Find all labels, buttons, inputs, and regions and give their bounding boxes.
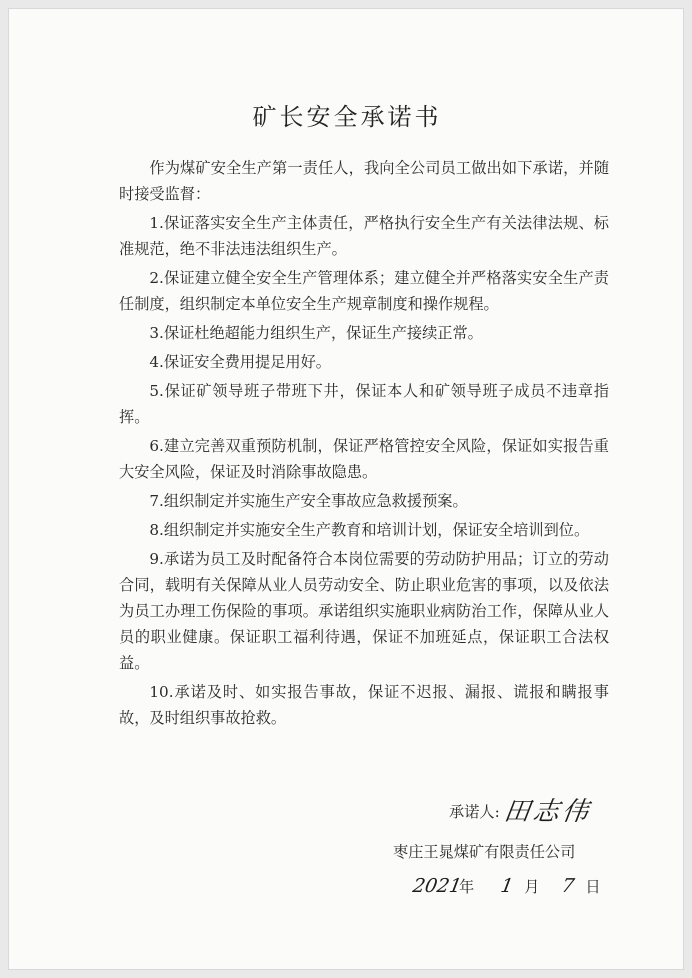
paragraph-item-5: 5.保证矿领导班子带班下井，保证本人和矿领导班子成员不违章指挥。 [119, 382, 609, 426]
paragraph-item-4: 4.保证安全费用提足用好。 [149, 353, 331, 371]
paragraph-item-1: 1.保证落实安全生产主体责任，严格执行安全生产有关法律法规、标准规范，绝不非法违法组织生产。 [119, 214, 609, 258]
company-name: 枣庄王晁煤矿有限责任公司 [393, 843, 576, 861]
signature-line [449, 797, 591, 827]
handwritten-signature: 田志伟 [501, 797, 593, 827]
date-day-unit: 日 [585, 878, 601, 896]
date-day: 7 [560, 875, 577, 897]
paragraph-item-10: 10.承诺及时、如实报告事故，保证不迟报、漏报、谎报和瞒报事故，及时组织事故抢救。 [119, 683, 609, 727]
paragraph-item-8: 8.组织制定并实施安全生产教育和培训计划，保证安全培训到位。 [149, 521, 590, 539]
date-year-unit: 年 [459, 878, 475, 896]
paragraph-item-3: 3.保证杜绝超能力组织生产，保证生产接续正常。 [149, 324, 483, 342]
paragraph-intro: 作为煤矿安全生产第一责任人，我向全公司员工做出如下承诺，并随时接受监督： [119, 159, 609, 203]
paragraph-item-2: 2.保证建立健全安全生产管理体系；建立健全并严格落实安全生产责任制度，组织制定本单位安全生产规章制度和操作规程。 [119, 269, 609, 313]
signing-date [413, 871, 601, 902]
document-title: 矿长安全承诺书 [252, 103, 442, 131]
document-body [119, 155, 609, 734]
date-month-unit: 月 [524, 878, 540, 896]
paragraph-item-6: 6.建立完善双重预防机制，保证严格管控安全风险，保证如实报告重大安全风险，保证及时消除事故隐患。 [119, 437, 609, 481]
document-page [8, 8, 684, 970]
date-year: 2021 [411, 875, 464, 897]
paragraph-item-9: 9.承诺为员工及时配备符合本岗位需要的劳动防护用品；订立的劳动合同，载明有关保障从业人员劳动安全、防止职业危害的事项，以及依法为员工办理工伤保险的事项。承诺组织实施职业病防治工作，保障从业人员的职业健康。保证职工福利待遇，保证不加班延点，保证职工合法权益。 [119, 550, 609, 672]
paragraph-item-7: 7.组织制定并实施生产安全事故应急救援预案。 [149, 492, 468, 510]
signature-label: 承诺人: [449, 803, 500, 821]
date-month: 1 [499, 875, 516, 897]
